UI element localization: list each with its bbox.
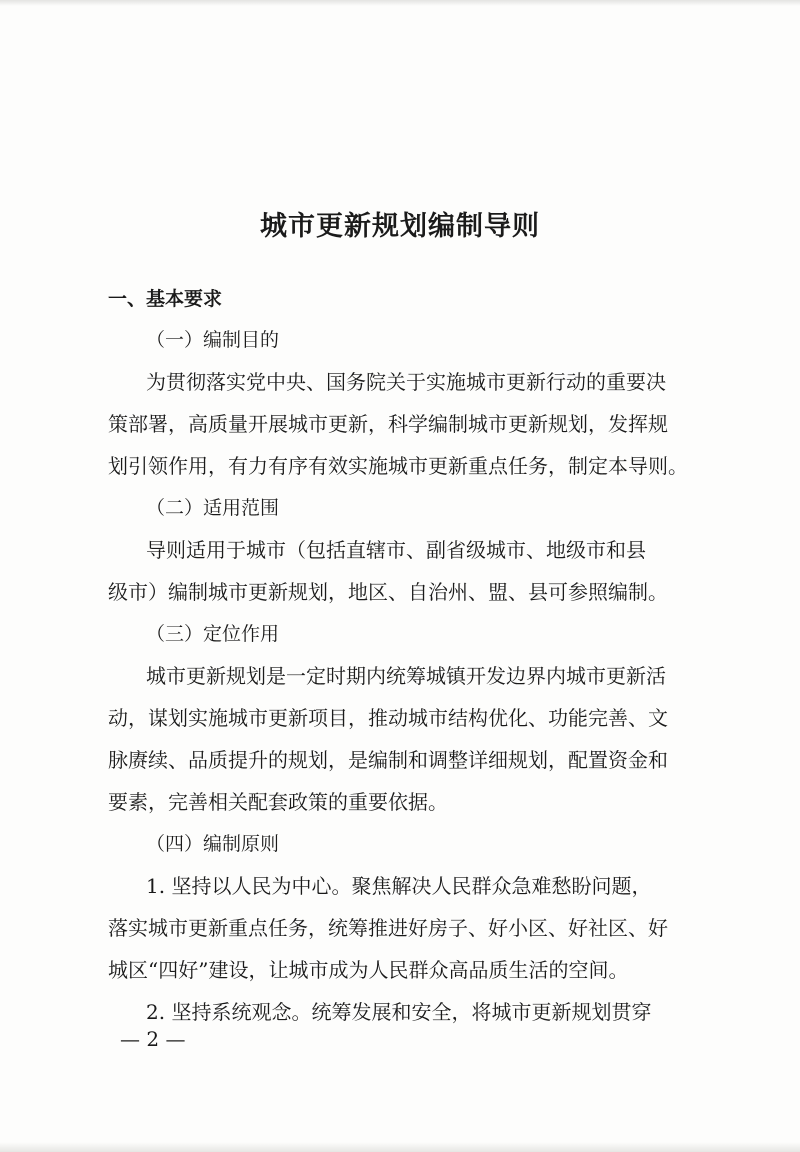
paragraph-line: 落实城市更新重点任务，统筹推进好房子、好小区、好社区、好 bbox=[108, 916, 668, 940]
subsection-heading-positioning: （三）定位作用 bbox=[146, 623, 280, 645]
paragraph-line: 动，谋划实施城市更新项目，推动城市结构优化、功能完善、文 bbox=[108, 706, 668, 730]
subsection-heading-principles: （四）编制原则 bbox=[146, 833, 280, 855]
document-title: 城市更新规划编制导则 bbox=[260, 211, 540, 242]
paragraph-line: 2. 坚持系统观念。统筹发展和安全，将城市更新规划贯穿 bbox=[146, 1000, 652, 1024]
paragraph-line: 划引领作用，有力有序有效实施城市更新重点任务，制定本导则。 bbox=[108, 454, 688, 478]
paragraph-line: 要素，完善相关配套政策的重要依据。 bbox=[108, 790, 448, 814]
paragraph-line: 为贯彻落实党中央、国务院关于实施城市更新行动的重要决 bbox=[146, 370, 666, 394]
paragraph-line: 策部署，高质量开展城市更新，科学编制城市更新规划，发挥规 bbox=[108, 412, 668, 436]
scan-bottom-edge bbox=[0, 1142, 800, 1152]
paragraph-line: 脉赓续、品质提升的规划，是编制和调整详细规划，配置资金和 bbox=[108, 748, 668, 772]
paragraph-line: 导则适用于城市（包括直辖市、副省级城市、地级市和县 bbox=[146, 538, 646, 562]
paragraph-line: 城市更新规划是一定时期内统筹城镇开发边界内城市更新活 bbox=[146, 664, 666, 688]
subsection-heading-purpose: （一）编制目的 bbox=[146, 329, 280, 351]
scan-top-edge bbox=[0, 0, 800, 6]
subsection-heading-scope: （二）适用范围 bbox=[146, 497, 280, 519]
section-heading-basic-requirements: 一、基本要求 bbox=[108, 288, 223, 310]
paragraph-line: 城区“四好”建设，让城市成为人民群众高品质生活的空间。 bbox=[108, 958, 629, 982]
paragraph-line: 1. 坚持以人民为中心。聚焦解决人民群众急难愁盼问题， bbox=[146, 874, 652, 898]
paragraph-line: 级市）编制城市更新规划，地区、自治州、盟、县可参照编制。 bbox=[108, 580, 668, 604]
page-number: — 2 — bbox=[120, 1027, 186, 1051]
